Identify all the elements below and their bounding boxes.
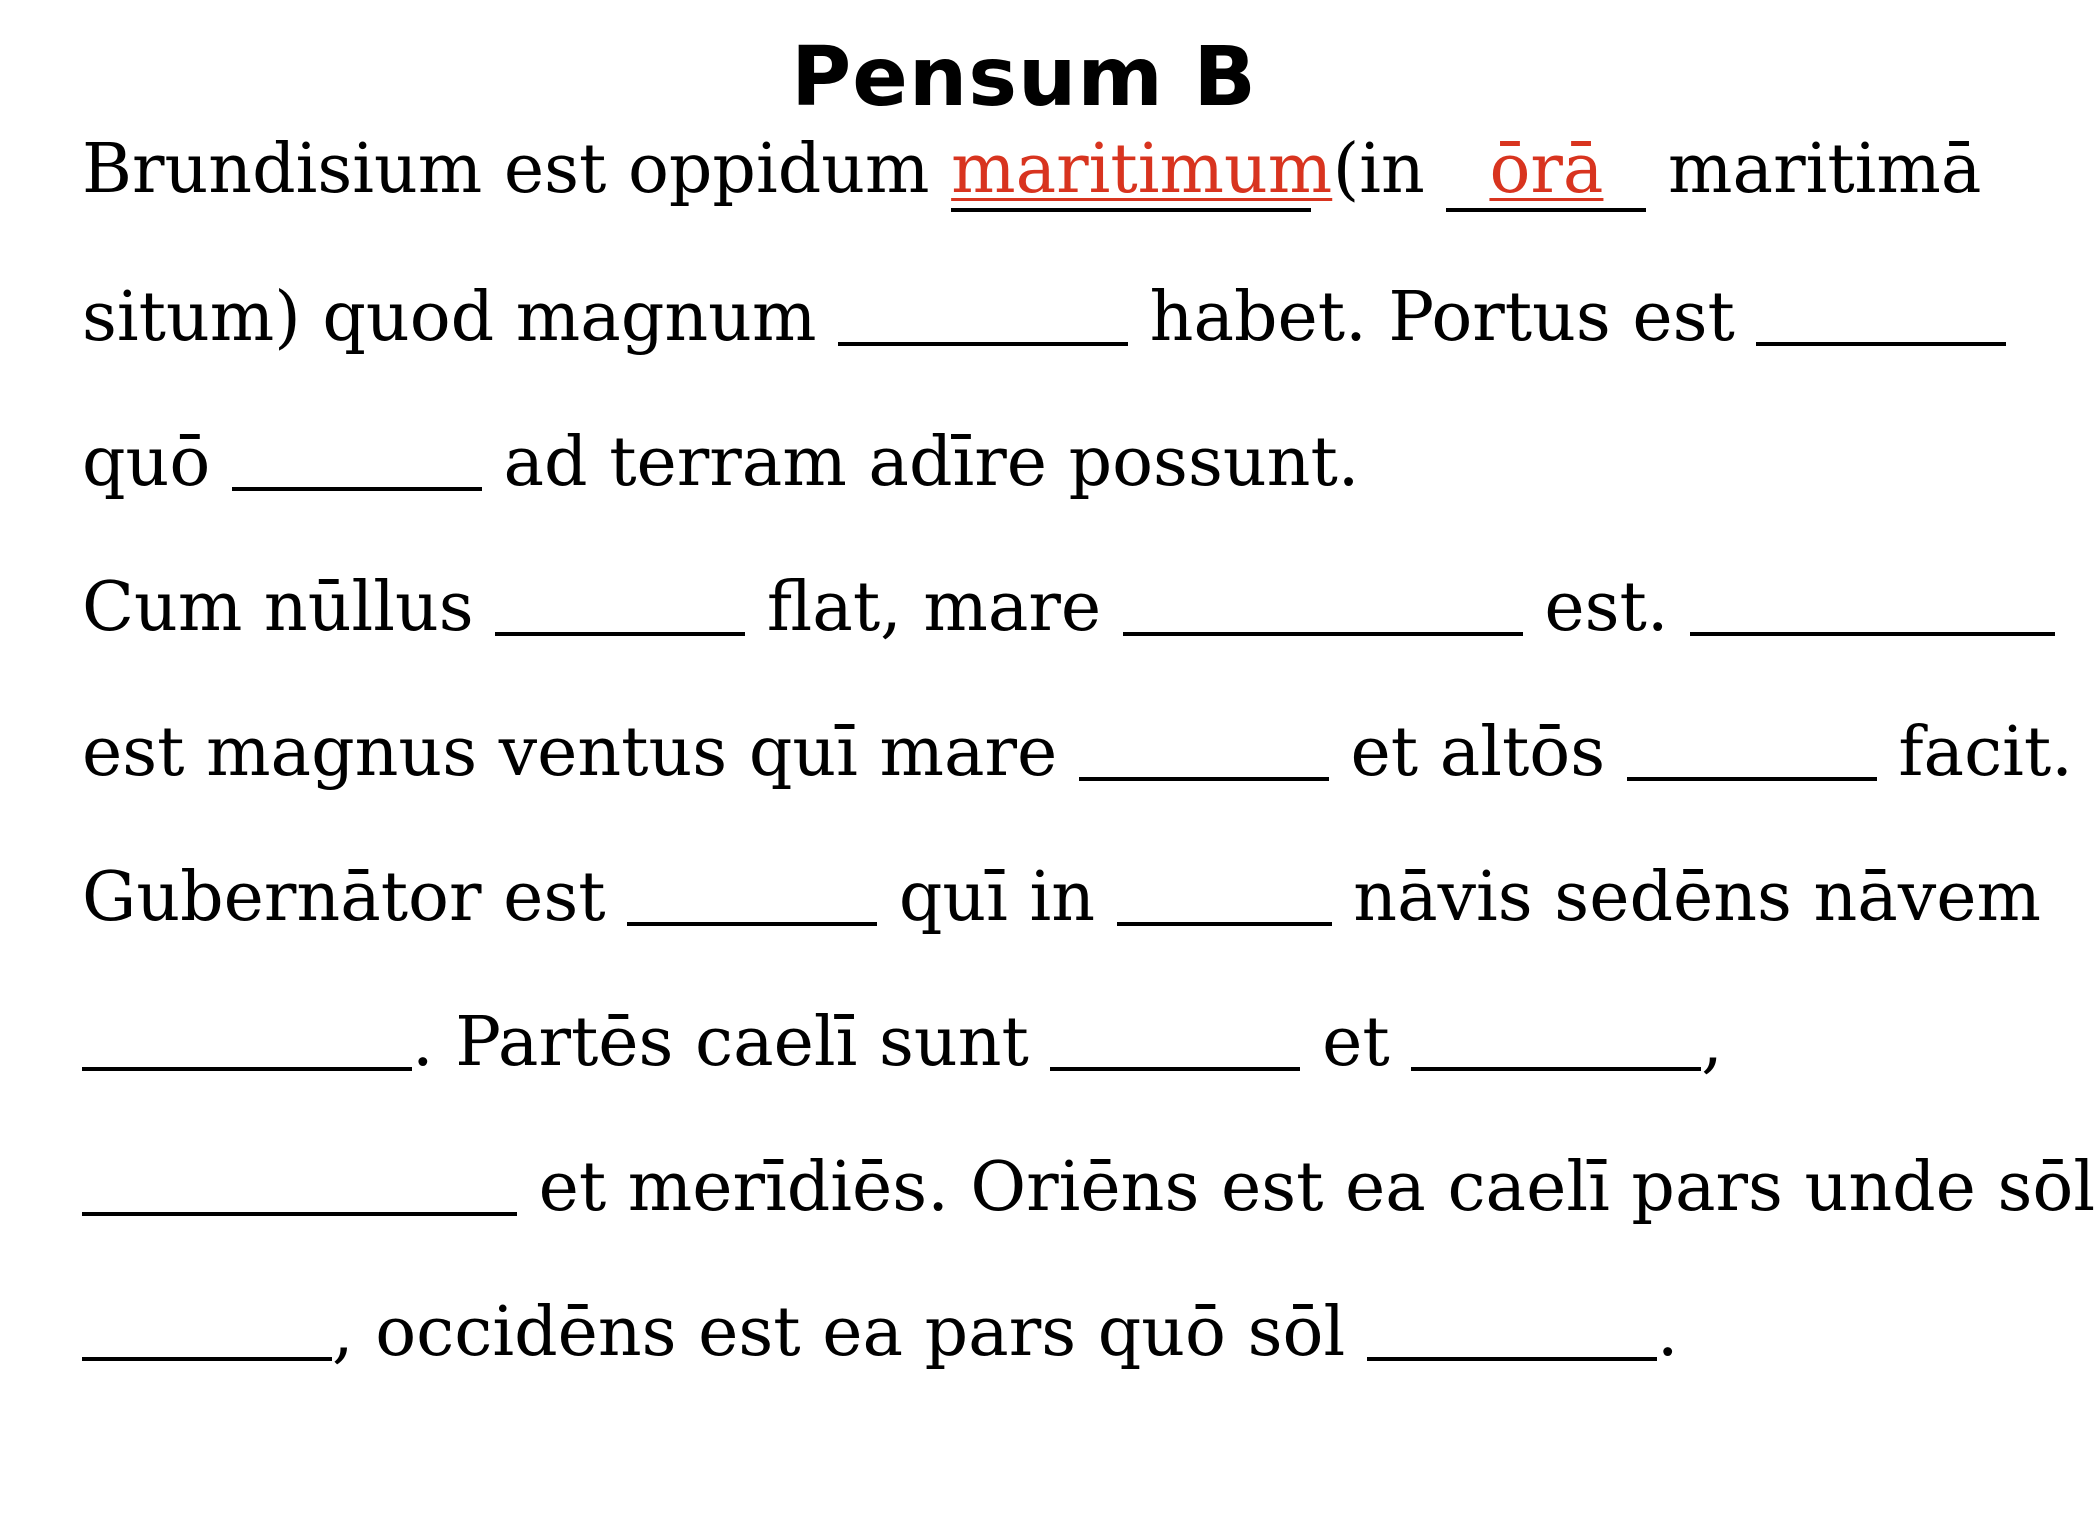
answer-blank[interactable] xyxy=(951,130,1333,212)
fill-in-blank[interactable] xyxy=(495,566,745,636)
text-line xyxy=(82,560,2055,650)
text-line xyxy=(82,1140,2095,1230)
sentence-text: maritimā xyxy=(1646,130,1982,209)
fill-in-blank[interactable] xyxy=(1117,856,1332,926)
sentence-text: et altōs xyxy=(1328,713,1627,792)
sentence-text: . xyxy=(1656,1293,1679,1372)
sentence-text: . Partēs caelī sunt xyxy=(412,1003,1051,1082)
sentence-text: (in xyxy=(1311,130,1447,209)
filled-answer: ōrā xyxy=(1489,130,1604,209)
sentence-text: Cum nūllus xyxy=(82,568,496,647)
sentence-text: et merīdiēs. Oriēns est ea caelī pars unde sōl xyxy=(517,1148,2095,1227)
sentence-text: situm) quod magnum xyxy=(82,278,839,357)
sentence-text: nāvis sedēns nāvem xyxy=(1331,858,2041,937)
fill-in-blank[interactable] xyxy=(838,276,1128,346)
fill-in-blank[interactable] xyxy=(82,1291,332,1361)
sentence-text: , xyxy=(1701,1003,1723,1082)
page-title: Pensum B xyxy=(791,30,1257,125)
sentence-text: Gubernātor est xyxy=(82,858,628,937)
sentence-text: est. xyxy=(1522,568,1691,647)
text-line xyxy=(82,125,1981,215)
sentence-text: quō xyxy=(82,423,232,502)
text-line xyxy=(82,270,2006,360)
fill-in-blank[interactable] xyxy=(1627,711,1877,781)
text-line xyxy=(82,995,1723,1085)
sentence-text: Brundisium est oppidum xyxy=(82,130,952,209)
sentence-text: et xyxy=(1300,1003,1412,1082)
sentence-text: est magnus ventus quī mare xyxy=(82,713,1079,792)
filled-answer: maritimum xyxy=(951,130,1333,209)
fill-in-blank[interactable] xyxy=(1367,1291,1657,1361)
fill-in-blank[interactable] xyxy=(82,1146,517,1216)
sentence-text: habet. Portus est xyxy=(1128,278,1757,357)
fill-in-blank[interactable] xyxy=(1690,566,2055,636)
answer-blank[interactable] xyxy=(1446,132,1646,212)
text-line xyxy=(82,1285,1678,1375)
text-line xyxy=(82,415,1359,505)
fill-in-blank[interactable] xyxy=(232,421,482,491)
sentence-text: quī in xyxy=(877,858,1117,937)
fill-in-blank[interactable] xyxy=(627,856,877,926)
fill-in-blank[interactable] xyxy=(1079,711,1329,781)
fill-in-blank[interactable] xyxy=(82,1001,412,1071)
fill-in-blank[interactable] xyxy=(1756,276,2006,346)
fill-in-blank[interactable] xyxy=(1123,566,1523,636)
sentence-text: , occidēns est ea pars quō sōl xyxy=(332,1293,1367,1372)
sentence-text: flat, mare xyxy=(745,568,1123,647)
sentence-text: ad terram adīre possunt. xyxy=(481,423,1360,502)
text-line xyxy=(82,705,2073,795)
sentence-text: facit. xyxy=(1876,713,2073,792)
text-line xyxy=(82,850,2041,940)
fill-in-blank[interactable] xyxy=(1411,1001,1701,1071)
fill-in-blank[interactable] xyxy=(1050,1001,1300,1071)
